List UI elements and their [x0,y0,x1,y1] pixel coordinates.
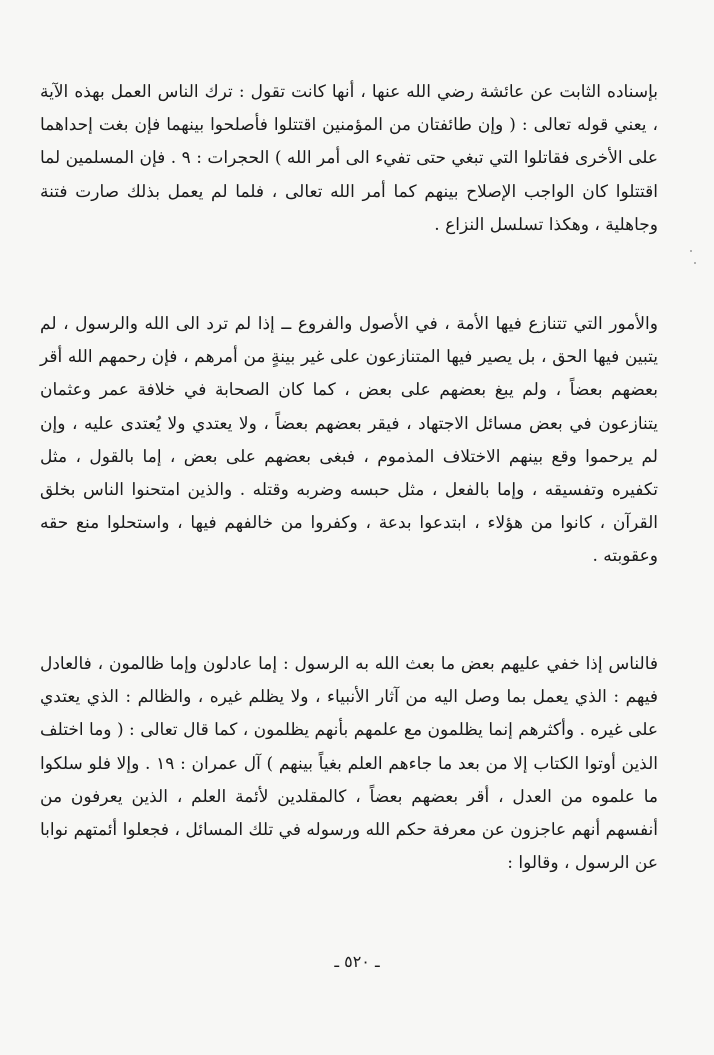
page-number: ـ ٥٢٠ ـ [334,952,380,971]
paragraph-1-text: بإسناده الثابت عن عائشة رضي الله عنها ، أنها كانت تقول : ترك الناس العمل بهذه الآية ، يعني قوله تعالى : ( وإن طائفتان من المؤمنين اقتتلوا فأصلحوا بينهما فإن بغت إحداهما على الأخرى فقاتلوا التي تبغي حتى تفيء الى أمر الله ) الحجرات : ٩ . فإن المسلمين لما اقتتلوا كان الواجب الإصلاح بينهم كما أمر الله تعالى ، فلما لم يعمل بذلك صارت فتنة وجاهلية ، وهكذا تسلسل النزاع . [40,82,659,235]
paragraph-3 [40,648,658,880]
paragraph-2 [40,308,658,574]
scan-speck [690,250,692,252]
scan-speck [694,262,696,264]
paragraph-1 [40,76,658,242]
paragraph-2-text: والأمور التي تتنازع فيها الأمة ، في الأصول والفروع ــ إذا لم ترد الى الله والرسول ، لم يتبين فيها الحق ، بل يصير فيها المتنازعون على غير بينةٍ من أمرهم ، فإن رحمهم الله أقر بعضهم بعضاً ، ولم يبغ بعضهم على بعض ، كما كان الصحابة في خلافة عمر وعثمان يتنازعون في بعض مسائل الاجتهاد ، فيقر بعضهم بعضاً ، ولا يعتدي ولا يُعتدى عليه ، وإن لم يرحموا وقع بينهم الاختلاف المذموم ، فبغى بعضهم على بعض ، إما بالقول ، مثل تكفيره وتفسيقه ، وإما بالفعل ، مثل حبسه وضربه وقتله . والذين امتحنوا الناس بخلق القرآن ، كانوا من هؤلاء ، ابتدعوا بدعة ، وكفروا من خالفهم فيها ، واستحلوا منع حقه وعقوبته . [40,314,658,567]
paragraph-3-text: فالناس إذا خفي عليهم بعض ما بعث الله به الرسول : إما عادلون وإما ظالمون ، فالعادل فيهم : الذي يعمل بما وصل اليه من آثار الأنبياء ، ولا يظلم غيره ، والظالم : الذي يعتدي على غيره . وأكثرهم إنما يظلمون مع علمهم بأنهم يظلمون ، كما قال تعالى : ( وما اختلف الذين أوتوا الكتاب إلا من بعد ما جاءهم العلم بغياً بينهم ) آل عمران : ١٩ . وإلا فلو سلكوا ما علموه من العدل ، أقر بعضهم بعضاً ، كالمقلدين لأئمة العلم ، الذين يعرفون من أنفسهم أنهم عاجزون عن معرفة حكم الله ورسوله في تلك المسائل ، فجعلوا أئمتهم نوابا عن الرسول ، وقالوا : [40,654,659,874]
